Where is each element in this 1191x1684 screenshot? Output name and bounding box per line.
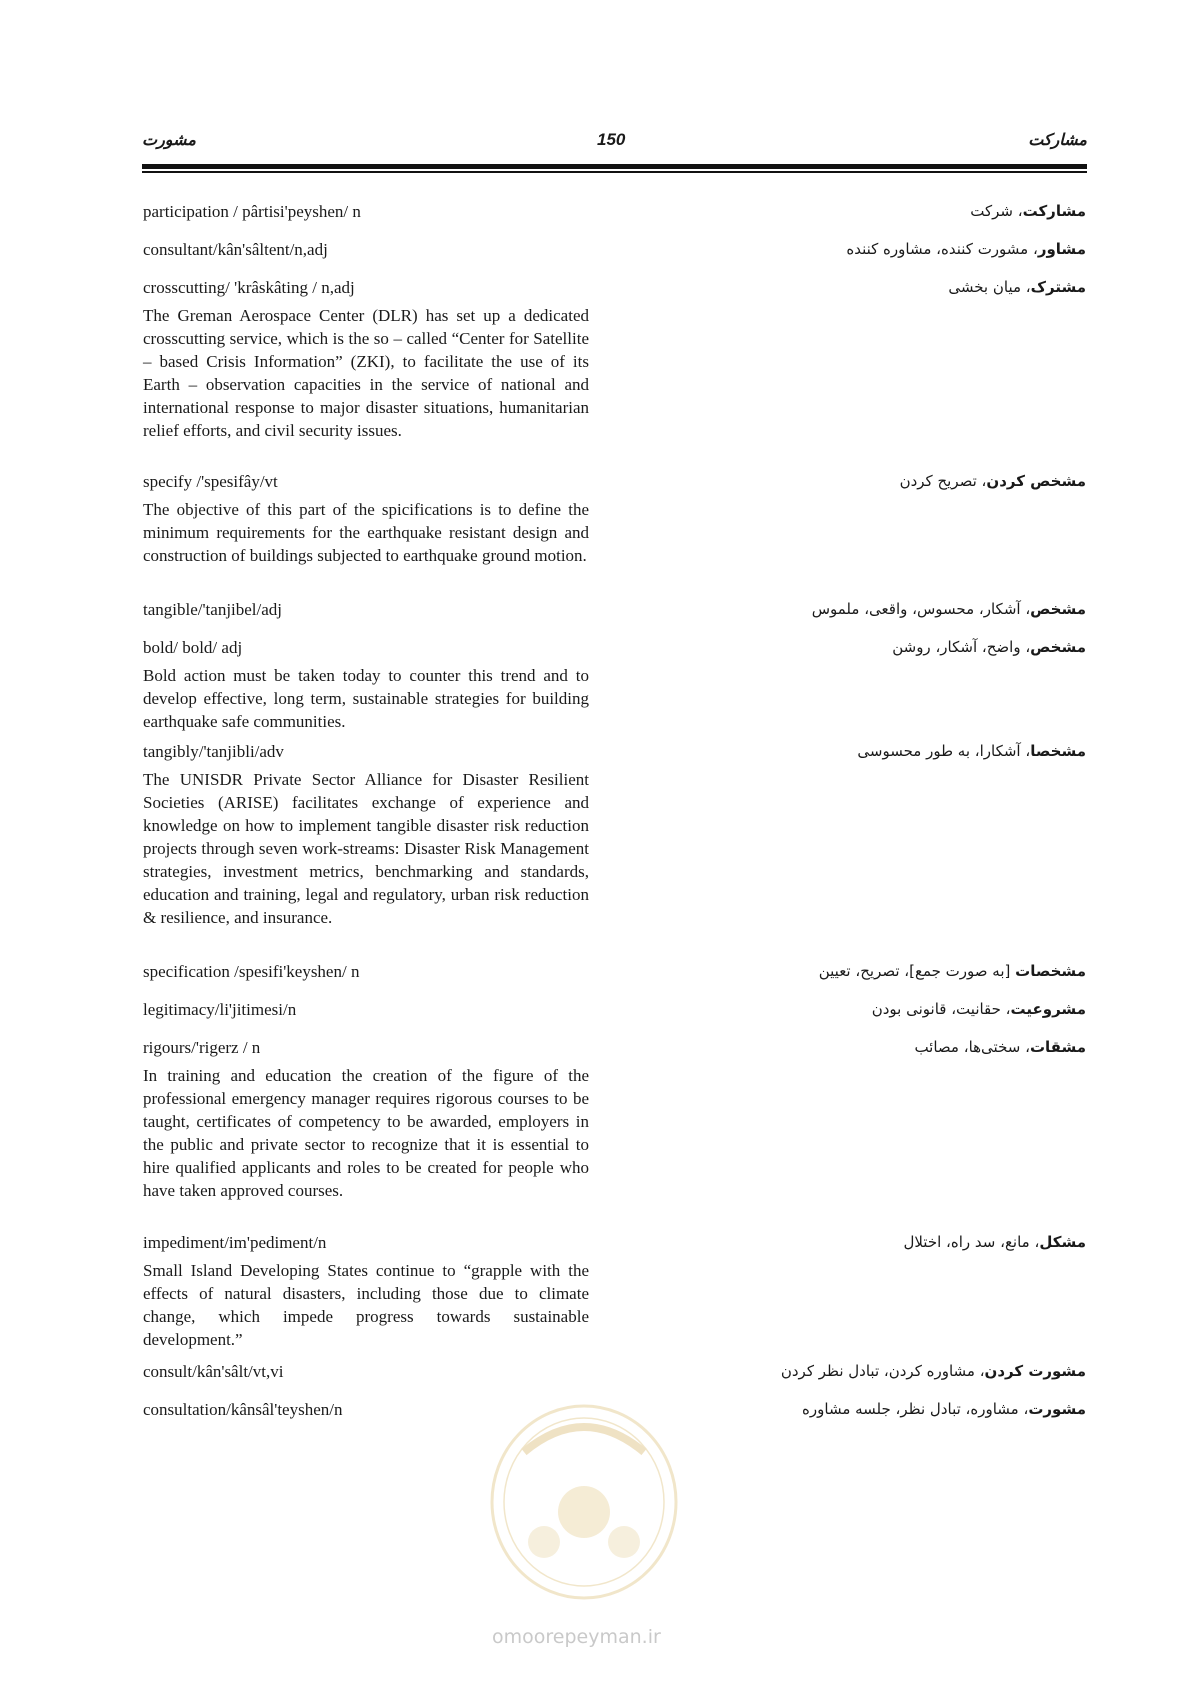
header-rule-thick xyxy=(142,164,1087,169)
persian-headword: مشترک xyxy=(1030,278,1086,296)
persian-definition: ، آشکار، محسوس، واقعی، ملموس xyxy=(811,600,1031,618)
english-entry xyxy=(143,998,589,1021)
example-sentence: Bold action must be taken today to counter this trend and to develop effective, long term, sustainable strategies for building earthquake safe communities. xyxy=(143,666,589,731)
persian-definition: ، مشورت کننده، مشاوره کننده xyxy=(846,240,1038,258)
english-term: specify /'spesifây/vt xyxy=(143,472,278,491)
persian-headword: مشخص xyxy=(1030,600,1086,618)
persian-definition: [به صورت جمع]، تصریح، تعیین xyxy=(818,962,1016,980)
persian-entry xyxy=(626,238,1086,261)
persian-entry xyxy=(626,470,1086,493)
persian-headword: مشورت کردن xyxy=(984,1362,1086,1380)
persian-entry xyxy=(626,998,1086,1021)
persian-entry xyxy=(626,1360,1086,1383)
persian-definition: ، حقانیت، قانونی بودن xyxy=(871,1000,1011,1018)
persian-headword: مشخص xyxy=(1030,638,1086,656)
persian-entry xyxy=(626,1398,1086,1421)
persian-definition: ، میان بخشی xyxy=(948,278,1031,296)
persian-definition: ، واضح، آشکار، روشن xyxy=(892,638,1031,656)
english-term: bold/ bold/ adj xyxy=(143,638,243,657)
header-rule-thin xyxy=(142,171,1087,173)
english-entry xyxy=(143,1398,589,1421)
header-right-word: مشارکت xyxy=(1028,130,1087,149)
persian-entry xyxy=(626,1036,1086,1059)
persian-entry xyxy=(626,636,1086,659)
english-entry xyxy=(143,470,589,567)
persian-entry xyxy=(626,960,1086,983)
example-sentence: The UNISDR Private Sector Alliance for Disaster Resilient Societies (ARISE) facilitates exchange of experience and knowledge on how to implement tangible disaster risk reduction projects through seven work-streams: Disaster Risk Management strategies, investment metrics, benchmarking and standards, education and training, legal and regulatory, urban risk reduction & resilience, and insurance. xyxy=(143,770,589,927)
english-term: impediment/im'pediment/n xyxy=(143,1233,327,1252)
persian-entry xyxy=(626,276,1086,299)
english-entry xyxy=(143,598,589,621)
example-sentence: The Greman Aerospace Center (DLR) has set up a dedicated crosscutting service, which is the so – called “Center for Satellite – based Crisis Information” (ZKI), to facilitate the use of its Earth – observation capacities in the service of national and international response to major disaster situations, humanitarian relief efforts, and civil security issues. xyxy=(143,306,589,440)
persian-definition: ، تصریح کردن xyxy=(899,472,987,490)
english-term: tangible/'tanjibel/adj xyxy=(143,600,283,619)
persian-definition: ، شرکت xyxy=(970,202,1023,220)
persian-headword: مشکل xyxy=(1039,1233,1086,1251)
page-header xyxy=(142,130,1087,174)
english-term: legitimacy/li'jitimesi/n xyxy=(143,1000,297,1019)
english-entry xyxy=(143,960,589,983)
english-term: tangibly/'tanjibli/adv xyxy=(143,742,284,761)
header-left-word: مشورت xyxy=(142,130,196,149)
page-number: 150 xyxy=(597,130,626,149)
persian-headword: مشخصات xyxy=(1015,962,1086,980)
persian-headword: مشاور xyxy=(1037,240,1086,258)
english-entry xyxy=(143,1360,589,1383)
example-sentence: Small Island Developing States continue to “grapple with the effects of natural disasters, including those due to climate change, which impede progress towards sustainable development.” xyxy=(143,1261,589,1349)
persian-definition: ، مشاوره، تبادل نظر، جلسه مشاوره xyxy=(802,1400,1029,1418)
english-term: participation / pârtisi'peyshen/ n xyxy=(143,202,361,221)
english-term: crosscutting/ 'krâskâting / n,adj xyxy=(143,278,355,297)
english-entry xyxy=(143,1231,589,1351)
english-entry xyxy=(143,1036,589,1202)
example-sentence: In training and education the creation of the figure of the professional emergency manager requires rigorous courses to be taught, certificates of competency to be awarded, employers in the public and private sector to recognize that it is essential to hire qualified applicants and roles to be created for people who have taken approved courses. xyxy=(143,1066,589,1200)
english-term: specification /spesifi'keyshen/ n xyxy=(143,962,360,981)
english-term: consultant/kân'sâltent/n,adj xyxy=(143,240,328,259)
persian-entry xyxy=(626,598,1086,621)
persian-headword: مشخص کردن xyxy=(986,472,1086,490)
persian-headword: مشخصا xyxy=(1030,742,1086,760)
example-sentence: The objective of this part of the spicifications is to define the minimum requirements for the earthquake resistant design and construction of buildings subjected to earthquake ground motion. xyxy=(143,500,589,565)
english-entry xyxy=(143,200,589,223)
persian-headword: مشقات xyxy=(1029,1038,1086,1056)
english-term: consultation/kânsâl'teyshen/n xyxy=(143,1400,343,1419)
english-entry xyxy=(143,636,589,733)
persian-definition: ، سختی‌ها، مصائب xyxy=(914,1038,1030,1056)
english-entry xyxy=(143,238,589,261)
persian-entry xyxy=(626,200,1086,223)
persian-definition: ، مانع، سد راه، اختلال xyxy=(903,1233,1040,1251)
persian-definition: ، مشاوره کردن، تبادل نظر کردن xyxy=(780,1362,985,1380)
persian-headword: مشارکت xyxy=(1022,202,1086,220)
publisher-seal-watermark xyxy=(484,1392,684,1602)
english-entry xyxy=(143,740,589,929)
watermark-url: omoorepeyman.ir xyxy=(492,1626,661,1648)
persian-headword: مشروعیت xyxy=(1010,1000,1086,1018)
english-term: consult/kân'sâlt/vt,vi xyxy=(143,1362,284,1381)
english-term: rigours/'rigerz / n xyxy=(143,1038,261,1057)
english-entry xyxy=(143,276,589,442)
persian-entry xyxy=(626,1231,1086,1254)
persian-entry xyxy=(626,740,1086,763)
persian-headword: مشورت xyxy=(1028,1400,1086,1418)
persian-definition: ، آشکارا، به طور محسوسی xyxy=(857,742,1031,760)
